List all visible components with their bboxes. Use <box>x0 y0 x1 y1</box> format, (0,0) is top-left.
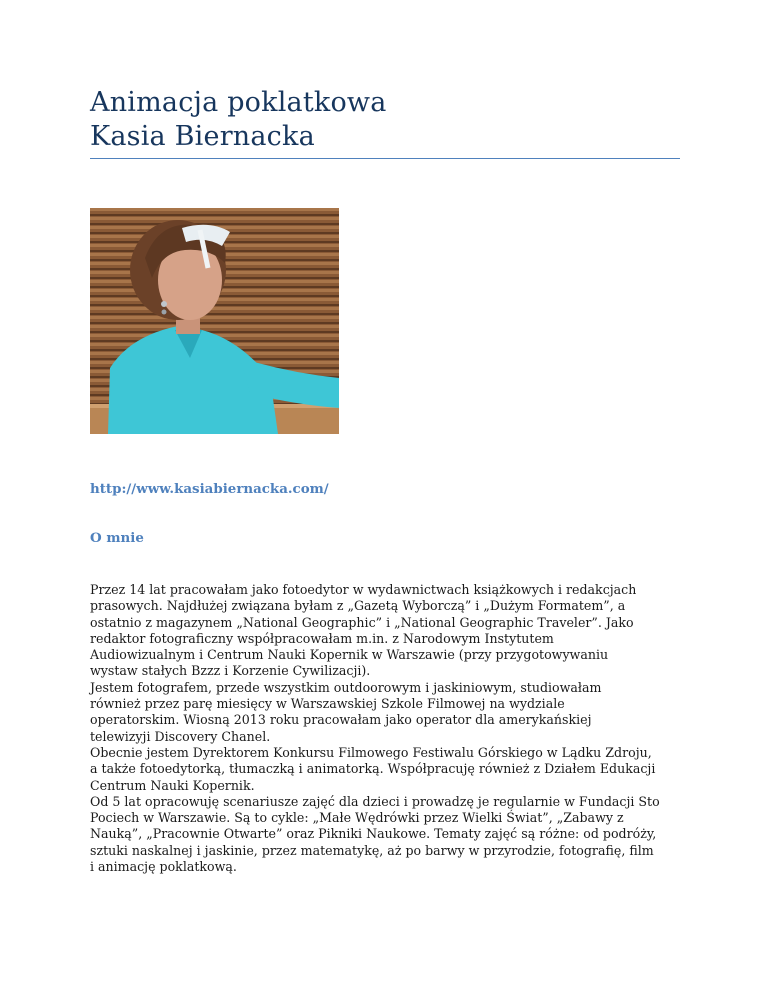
body-line: ostatnio z magazynem „National Geographic” i „National Geographic Traveler”. Jako <box>90 614 634 630</box>
body-line: i animację poklatkową. <box>90 859 237 875</box>
body-line: Audiowizualnym i Centrum Nauki Kopernik w Warszawie (przy przygotowywaniu <box>90 647 609 663</box>
section-heading-about: O mnie <box>90 530 144 546</box>
body-line: również przez parę miesięcy w Warszawskiej Szkole Filmowej na wydziale <box>90 696 565 712</box>
body-line: telewizyji Discovery Chanel. <box>90 728 271 744</box>
body-line: redaktor fotograficzny współpracowałam m.in. z Narodowym Instytutem <box>90 630 554 646</box>
title-line-2: Kasia Biernacka <box>90 121 315 152</box>
about-paragraph <box>90 582 690 875</box>
body-line: wystaw stałych Bzzz i Korzenie Cywilizacji). <box>90 663 371 679</box>
body-line: Przez 14 lat pracowałam jako fotoedytor w wydawnictwach książkowych i redakcjach <box>90 582 637 597</box>
document-page <box>90 0 680 875</box>
body-line: Centrum Nauki Kopernik. <box>90 777 255 793</box>
body-line: Pociech w Warszawie. Są to cykle: „Małe Wędrówki przez Wielki Świat”, „Zabawy z <box>90 810 624 826</box>
body-line: Jestem fotografem, przede wszystkim outdoorowym i jaskiniowym, studiowałam <box>90 679 602 695</box>
title-line-1: Animacja poklatkowa <box>90 87 387 118</box>
body-line: Od 5 lat opracowuję scenariusze zajęć dla dzieci i prowadzę je regularnie w Fundacji Sto <box>90 793 660 809</box>
body-line: operatorskim. Wiosną 2013 roku pracowałam jako operator dla amerykańskiej <box>90 712 592 728</box>
document-title <box>90 0 680 154</box>
body-line: Nauką”, „Pracownie Otwarte” oraz Pikniki Naukowe. Tematy zajęć są różne: od podróży, <box>90 826 657 842</box>
body-line: a także fotoedytorką, tłumaczką i animatorką. Współpracuję również z Działem Edukacji <box>90 761 656 777</box>
author-portrait-photo <box>90 208 339 434</box>
title-underline <box>90 158 680 159</box>
body-line: prasowych. Najdłużej związana byłam z „Gazetą Wyborczą” i „Dużym Formatem”, a <box>90 598 626 614</box>
body-line: Obecnie jestem Dyrektorem Konkursu Filmowego Festiwalu Górskiego w Lądku Zdroju, <box>90 744 652 760</box>
body-line: sztuki naskalnej i jaskinie, przez matematykę, aż po barwy w przyrodzie, fotografię, film <box>90 842 654 858</box>
website-link[interactable]: http://www.kasiabiernacka.com/ <box>90 481 329 497</box>
